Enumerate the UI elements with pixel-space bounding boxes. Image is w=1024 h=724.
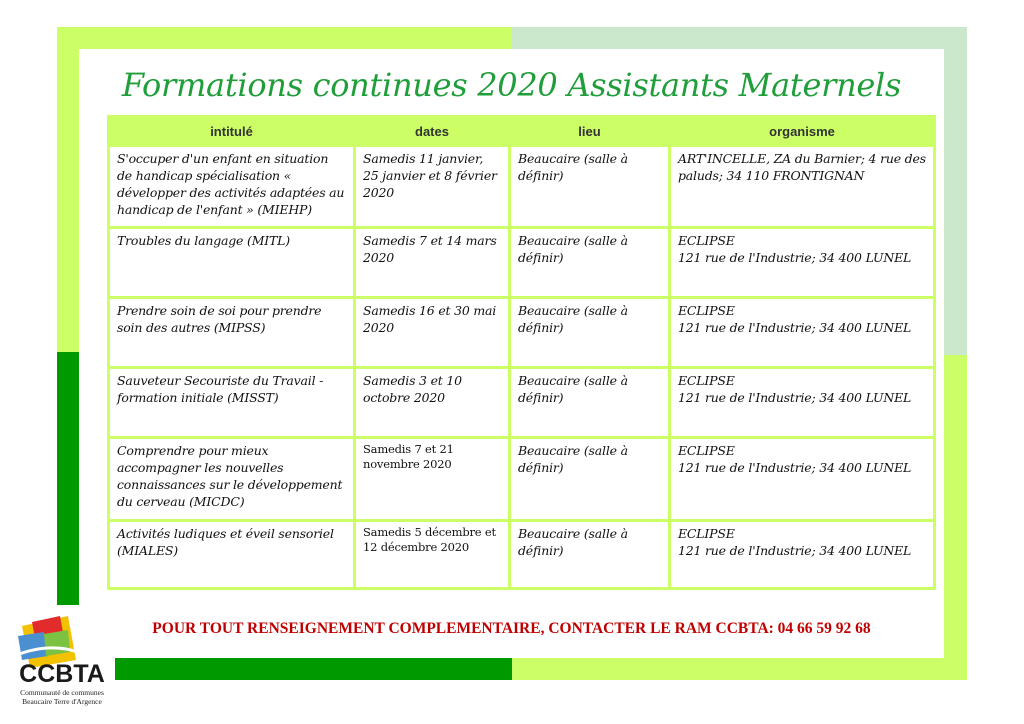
cell-dates: Samedis 16 et 30 mai 2020: [355, 298, 510, 368]
cell-dates: Samedis 7 et 14 mars 2020: [355, 228, 510, 298]
table-row: [109, 146, 935, 228]
table-row: [109, 438, 935, 521]
training-table: [107, 115, 936, 590]
page-title: Formations continues 2020 Assistants Maternels: [121, 66, 902, 104]
cell-organisme: ECLIPSE 121 rue de l'Industrie; 34 400 LUNEL: [670, 228, 935, 298]
cell-intitule: Troubles du langage (MITL): [109, 228, 355, 298]
table-row: [109, 298, 935, 368]
cell-lieu: Beaucaire (salle à définir): [510, 146, 670, 228]
cell-organisme: ECLIPSE 121 rue de l'Industrie; 34 400 LUNEL: [670, 521, 935, 589]
logo-name: CCBTA: [19, 660, 105, 688]
table-header-row: [109, 117, 935, 146]
contact-line: POUR TOUT RENSEIGNEMENT COMPLEMENTAIRE, CONTACTER LE RAM CCBTA: 04 66 59 92 68: [152, 620, 871, 637]
frame-right-top-band: [944, 27, 967, 355]
cell-intitule: Comprendre pour mieux accompagner les nouvelles connaissances sur le développement du cerveau (MICDC): [109, 438, 355, 521]
cell-intitule: Activités ludiques et éveil sensoriel (MIALES): [109, 521, 355, 589]
cell-intitule: Prendre soin de soi pour prendre soin des autres (MIPSS): [109, 298, 355, 368]
frame-top-left-band: [57, 27, 512, 49]
cell-organisme: ART'INCELLE, ZA du Barnier; 4 rue des paluds; 34 110 FRONTIGNAN: [670, 146, 935, 228]
frame-bottom-right-band: [512, 658, 967, 680]
frame-right-bottom-band: [944, 355, 967, 680]
table-row: [109, 228, 935, 298]
cell-lieu: Beaucaire (salle à définir): [510, 521, 670, 589]
cell-intitule: Sauveteur Secouriste du Travail - formation initiale (MISST): [109, 368, 355, 438]
table-row: [109, 368, 935, 438]
cell-lieu: Beaucaire (salle à définir): [510, 228, 670, 298]
cell-dates: Samedis 5 décembre et 12 décembre 2020: [355, 521, 510, 589]
cell-organisme: ECLIPSE 121 rue de l'Industrie; 34 400 LUNEL: [670, 368, 935, 438]
frame-top-right-band: [512, 27, 967, 49]
frame-left-bottom-band: [57, 352, 79, 605]
cell-intitule: S'occuper d'un enfant en situation de handicap spécialisation « développer des activités adaptées au handicap de l'enfant » (MIEHP): [109, 146, 355, 228]
header-organisme: organisme: [670, 117, 935, 146]
cell-lieu: Beaucaire (salle à définir): [510, 368, 670, 438]
cell-organisme: ECLIPSE 121 rue de l'Industrie; 34 400 LUNEL: [670, 438, 935, 521]
frame-bottom-left-band: [115, 658, 512, 680]
cell-organisme: ECLIPSE 121 rue de l'Industrie; 34 400 LUNEL: [670, 298, 935, 368]
logo-subtitle-2: Beaucaire Terre d'Argence: [22, 697, 102, 706]
frame-left-top-band: [57, 27, 79, 352]
cell-lieu: Beaucaire (salle à définir): [510, 438, 670, 521]
cell-dates: Samedis 11 janvier, 25 janvier et 8 février 2020: [355, 146, 510, 228]
header-intitule: intitulé: [109, 117, 355, 146]
table-row: [109, 521, 935, 589]
cell-dates: Samedis 3 et 10 octobre 2020: [355, 368, 510, 438]
logo-subtitle-1: Communauté de communes: [20, 688, 104, 697]
header-dates: dates: [355, 117, 510, 146]
header-lieu: lieu: [510, 117, 670, 146]
cell-dates: Samedis 7 et 21 novembre 2020: [355, 438, 510, 521]
cell-lieu: Beaucaire (salle à définir): [510, 298, 670, 368]
